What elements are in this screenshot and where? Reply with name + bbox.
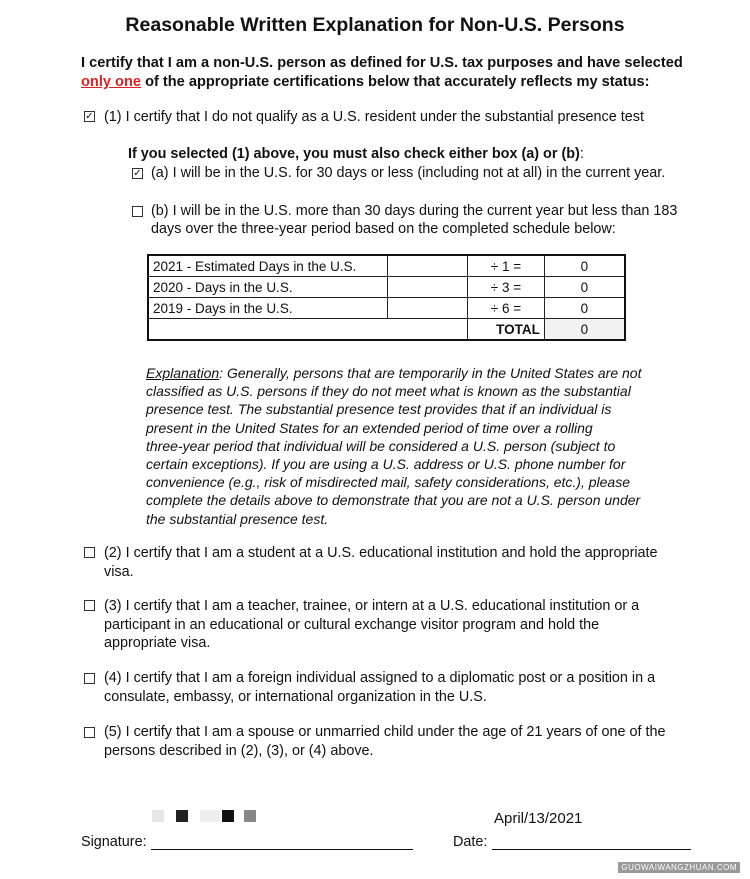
intro-statement <box>81 54 721 92</box>
cert5-line1: (5) I certify that I am a spouse or unmarried child under the age of 21 years of one of the <box>104 724 666 740</box>
sub-heading <box>128 146 584 162</box>
row-label: 2020 - Days in the U.S. <box>148 277 388 298</box>
date-label: Date: <box>453 834 488 850</box>
explanation-line: complete the details above to demonstrate that you are not a U.S. person under <box>146 492 641 509</box>
explanation-line: convenience (e.g., risk of misdirected mail, safety considerations, etc.), please <box>146 474 630 491</box>
date-value: April/13/2021 <box>494 810 583 827</box>
result-value: 0 <box>544 298 625 319</box>
intro-part2: of the appropriate certifications below that accurately reflects my status: <box>145 74 650 90</box>
cert3-line1: (3) I certify that I am a teacher, trainee, or intern at a U.S. educational institution or a <box>104 598 640 614</box>
intro-part1: I certify that I am a non-U.S. person as defined for U.S. tax purposes and have selected <box>81 55 683 71</box>
watermark: GUOWAIWANGZHUAN.COM <box>618 862 740 873</box>
days-table <box>147 254 626 341</box>
cert2-line1: (2) I certify that I am a student at a U.S. educational institution and hold the appropriate <box>104 545 658 561</box>
divisor: ÷ 1 = <box>468 255 545 277</box>
days-input[interactable] <box>388 255 468 277</box>
total-row <box>148 319 625 341</box>
sub-heading-text: If you selected (1) above, you must also check either box (a) or (b) <box>128 146 580 162</box>
total-value: 0 <box>544 319 625 341</box>
divisor: ÷ 6 = <box>468 298 545 319</box>
explanation-line: present in the United States for an extended period of time over a rolling <box>146 419 593 436</box>
redacted-signature <box>152 810 268 824</box>
option-b-line2: days over the three-year period based on the completed schedule below: <box>151 221 616 237</box>
option-a-label: (a) I will be in the U.S. for 30 days or less (including not at all) in the current year. <box>151 165 666 181</box>
intro-highlight: only one <box>81 74 141 90</box>
cert3-line3: appropriate visa. <box>104 635 211 651</box>
cert5-checkbox[interactable] <box>84 727 95 738</box>
date-line[interactable] <box>492 848 691 850</box>
explanation-label: Explanation <box>146 365 220 381</box>
row-label: 2019 - Days in the U.S. <box>148 298 388 319</box>
cert3-checkbox[interactable] <box>84 600 95 611</box>
explanation-line: certain exceptions). If you are using a U.S. address or U.S. phone number for <box>146 456 626 473</box>
explanation-line: three-year period that individual will be considered a U.S. person (subject to <box>146 437 616 454</box>
table-row <box>148 255 625 277</box>
option-a-checkbox[interactable] <box>132 168 143 179</box>
cert5-line2: persons described in (2), (3), or (4) above. <box>104 743 374 759</box>
cert2-checkbox[interactable] <box>84 547 95 558</box>
check-mark-icon: ✓ <box>133 168 142 179</box>
cert4-line2: consulate, embassy, or international organization in the U.S. <box>104 689 487 705</box>
result-value: 0 <box>544 255 625 277</box>
explanation-line: classified as U.S. persons if they do not meet what is known as the substantial <box>146 383 631 400</box>
cert4-line1: (4) I certify that I am a foreign individual assigned to a diplomatic post or a position in a <box>104 670 656 686</box>
cert2-line2: visa. <box>104 564 134 580</box>
result-value: 0 <box>544 277 625 298</box>
option-b-line1: (b) I will be in the U.S. more than 30 days during the current year but less than 183 <box>151 203 678 219</box>
cert3-line2: participant in an educational or cultural exchange visitor program and hold the <box>104 617 600 633</box>
days-input[interactable] <box>388 277 468 298</box>
days-input[interactable] <box>388 298 468 319</box>
table-row <box>148 277 625 298</box>
row-label: 2021 - Estimated Days in the U.S. <box>148 255 388 277</box>
explanation-text <box>146 364 686 528</box>
signature-line[interactable] <box>151 848 413 850</box>
explanation-line: presence test. The substantial presence test provides that if an individual is <box>146 401 612 418</box>
table-row <box>148 298 625 319</box>
cert1-checkbox[interactable] <box>84 111 95 122</box>
signature-label: Signature: <box>81 834 147 850</box>
check-mark-icon: ✓ <box>85 111 94 122</box>
sub-heading-colon: : <box>579 146 584 162</box>
explanation-line: : Generally, persons that are temporarily in the United States are not <box>219 365 642 381</box>
divisor: ÷ 3 = <box>468 277 545 298</box>
option-b-checkbox[interactable] <box>132 206 143 217</box>
explanation-line: the substantial presence test. <box>146 510 329 527</box>
document-title: Reasonable Written Explanation for Non-U.S. Persons <box>125 14 625 36</box>
cert1-label: (1) I certify that I do not qualify as a U.S. resident under the substantial presence test <box>104 109 644 125</box>
cert4-checkbox[interactable] <box>84 673 95 684</box>
total-label: TOTAL <box>468 319 545 341</box>
